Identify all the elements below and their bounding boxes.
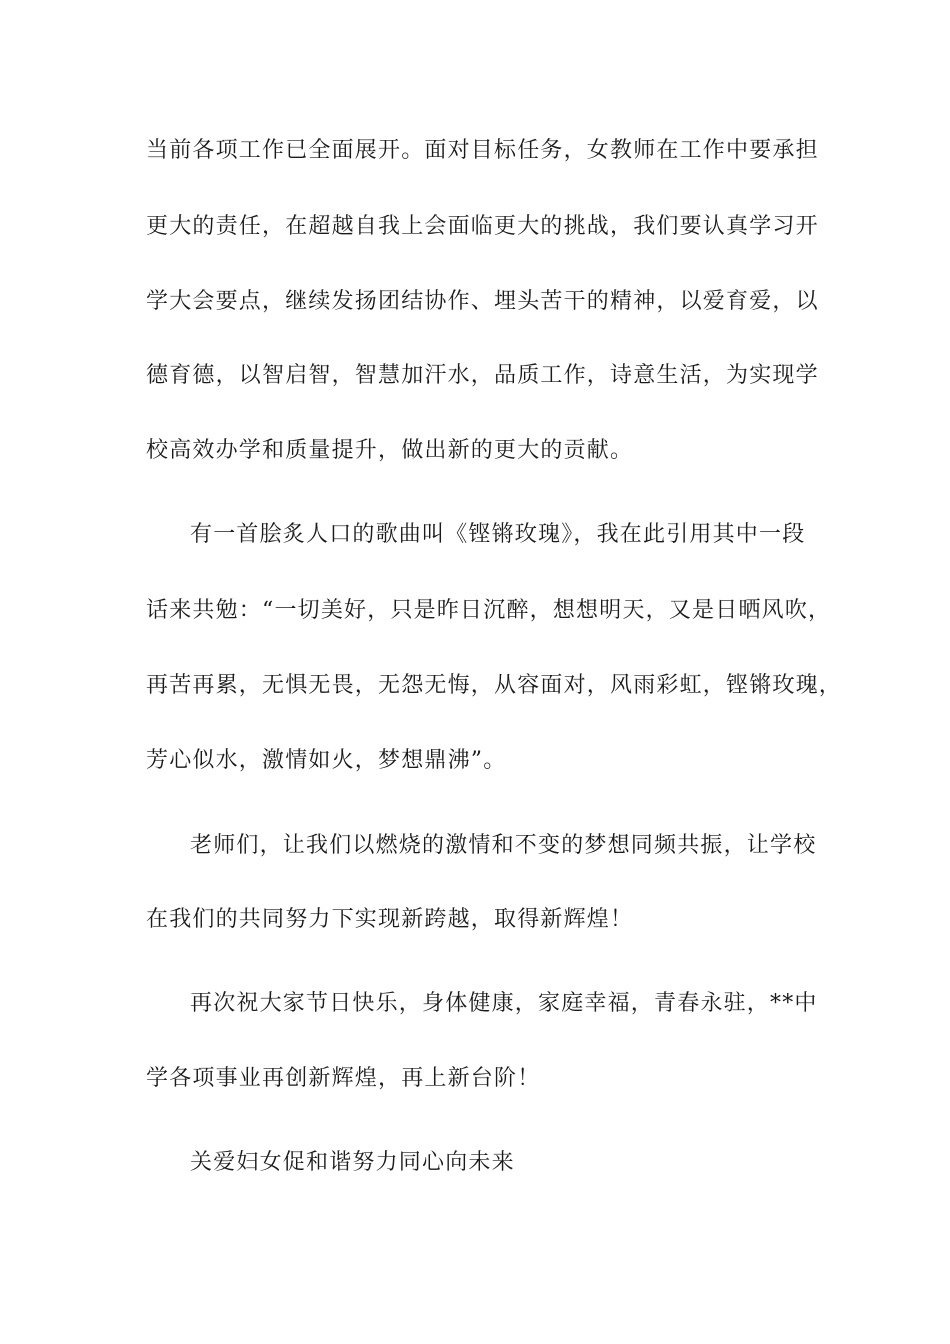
paragraph-3-line-1: 老师们，让我们以燃烧的激情和不变的梦想同频共振，让学校: [190, 833, 817, 858]
paragraph-4-line-1: 再次祝大家节日快乐，身体健康，家庭幸福，青春永驻，**中: [190, 991, 818, 1016]
paragraph-1-line-2: 更大的责任，在超越自我上会面临更大的挑战，我们要认真学习开: [146, 214, 819, 239]
section-heading: 关爱妇女促和谐努力同心向未来: [190, 1150, 515, 1175]
paragraph-2-line-4: 芳心似水，激情如火，梦想鼎沸”。: [146, 748, 507, 773]
paragraph-1-line-1: 当前各项工作已全面展开。面对目标任务，女教师在工作中要承担: [146, 138, 819, 163]
paragraph-2-line-3: 再苦再累，无惧无畏，无怨无悔，从容面对，风雨彩虹，铿锵玫瑰，: [146, 673, 843, 698]
paragraph-1-line-4: 德育德，以智启智，智慧加汗水，品质工作，诗意生活，为实现学: [146, 363, 819, 388]
paragraph-2-line-2: 话来共勉：“一切美好，只是昨日沉醉，想想明天，又是日晒风吹，: [146, 598, 832, 623]
paragraph-4-line-2: 学各项事业再创新辉煌，再上新台阶！: [146, 1066, 541, 1091]
paragraph-2-line-1: 有一首脍炙人口的歌曲叫《铿锵玫瑰》，我在此引用其中一段: [190, 522, 806, 547]
paragraph-3-line-2: 在我们的共同努力下实现新跨越，取得新辉煌！: [146, 907, 634, 932]
paragraph-1-line-5: 校高效办学和质量提升，做出新的更大的贡献。: [146, 438, 634, 463]
paragraph-1-line-3: 学大会要点，继续发扬团结协作、埋头苦干的精神，以爱育爱，以: [146, 289, 819, 314]
